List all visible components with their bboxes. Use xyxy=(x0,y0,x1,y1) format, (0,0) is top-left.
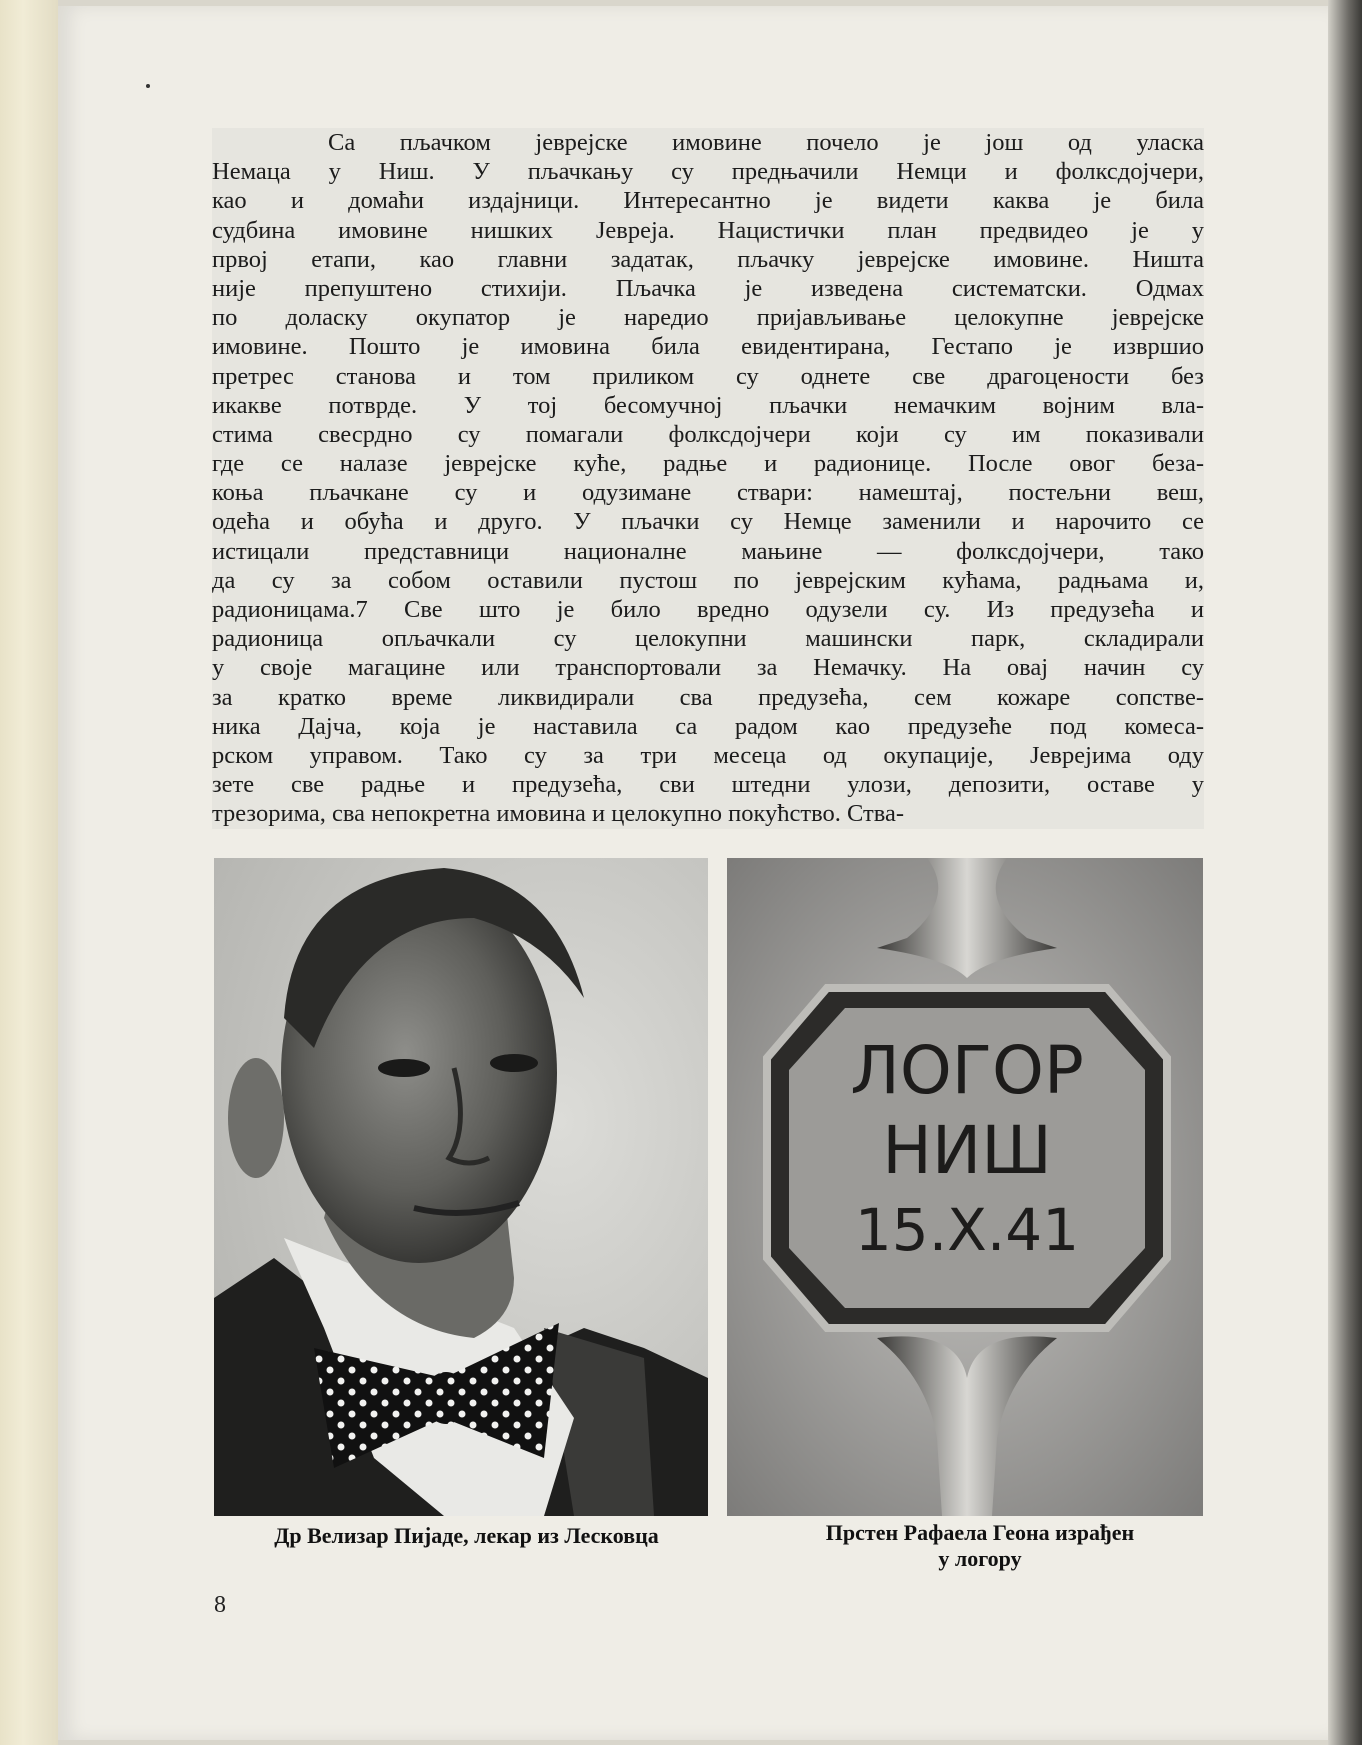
body-line: Са пљачком јеврејске имовине почело је још од уласка xyxy=(328,129,1204,156)
body-line: имовине. Пошто је имовина била евидентирана, Гестапо је извршио xyxy=(212,333,1204,361)
body-line: истицали представници националне мањине — фолксдојчери, тако xyxy=(212,537,1204,565)
body-line: у своје магацине или транспортовали за Немачку. На овај начин су xyxy=(212,654,1204,682)
body-line: икакве потврде. У тој бесомучној пљачки немачким војним вла- xyxy=(212,391,1204,419)
body-line: као и домаћи издајници. Интересантно је видети каква је била xyxy=(212,187,1204,215)
ring-illustration xyxy=(727,858,1203,1516)
ring-caption-line: Прстен Рафаела Геона израђен xyxy=(825,1520,1135,1545)
portrait-caption: Др Велизар Пијаде, лекар из Лесковца xyxy=(274,1523,659,1548)
body-text xyxy=(212,128,1204,829)
book-edge-left xyxy=(0,0,58,1745)
body-line: коња пљачкане су и одузимане ствари: намештај, постељни веш, xyxy=(212,479,1204,507)
ring-engraving-3: 15.X.41 xyxy=(854,1196,1080,1264)
body-line: рском управом. Тако су за три месеца од окупације, Јеврејима оду xyxy=(212,741,1204,769)
portrait-illustration xyxy=(214,858,708,1516)
body-line: судбина имовине нишких Јевреја. Нацистички план предвидео је у xyxy=(212,216,1204,244)
ring-engraving-1: ЛОГОР xyxy=(850,1032,1084,1109)
body-line: ника Дајча, која је наставила са радом као предузеће под комеса- xyxy=(212,712,1204,740)
body-line: Немаца у Ниш. У пљачкању су предњачили Немци и фолксдојчери, xyxy=(212,158,1204,186)
body-line: претрес станова и том приликом су однете све драгоцености без xyxy=(212,362,1204,390)
body-line: стима свесрдно су помагали фолксдојчери који су им показивали xyxy=(212,420,1204,448)
book-gutter-shadow xyxy=(1328,0,1362,1745)
body-line: трезорима, сва непокретна имовина и целокупно покућство. Ства- xyxy=(212,800,905,828)
body-line: по доласку окупатор је наредио пријављивање целокупне јеврејске xyxy=(212,304,1204,332)
body-line: радионицама.7 Све што је било вредно одузели су. Из предузећа и xyxy=(212,596,1204,623)
body-line: за кратко време ликвидирали сва предузећа, сем кожаре сопстве- xyxy=(212,683,1204,711)
body-line: где се налазе јеврејске куће, радње и радионице. После овог беза- xyxy=(212,450,1204,478)
body-line: радионица опљачкали су целокупни машински парк, складирали xyxy=(212,625,1204,653)
page-number: 8 xyxy=(214,1592,226,1618)
ring-caption xyxy=(760,1520,1200,1572)
ring-caption-line: у логору xyxy=(938,1546,1022,1571)
body-line: првој етапи, као главни задатак, пљачку јеврејске имовине. Ништа xyxy=(212,245,1204,273)
ring-engraving-2: НИШ xyxy=(882,1112,1052,1189)
ring-photo xyxy=(727,858,1203,1516)
ink-speck xyxy=(146,84,150,88)
body-line: зете све радње и предузећа, сви штедни улози, депозити, оставе у xyxy=(212,771,1204,799)
body-line: одећа и обућа и друго. У пљачки су Немце заменили и нарочито се xyxy=(212,508,1204,536)
body-line: није препуштено стихији. Пљачка је изведена систематски. Одмах xyxy=(212,274,1204,302)
body-line: да су за собом оставили пустош по јеврејским кућама, радњама и, xyxy=(212,566,1204,594)
portrait-photo xyxy=(214,858,708,1516)
